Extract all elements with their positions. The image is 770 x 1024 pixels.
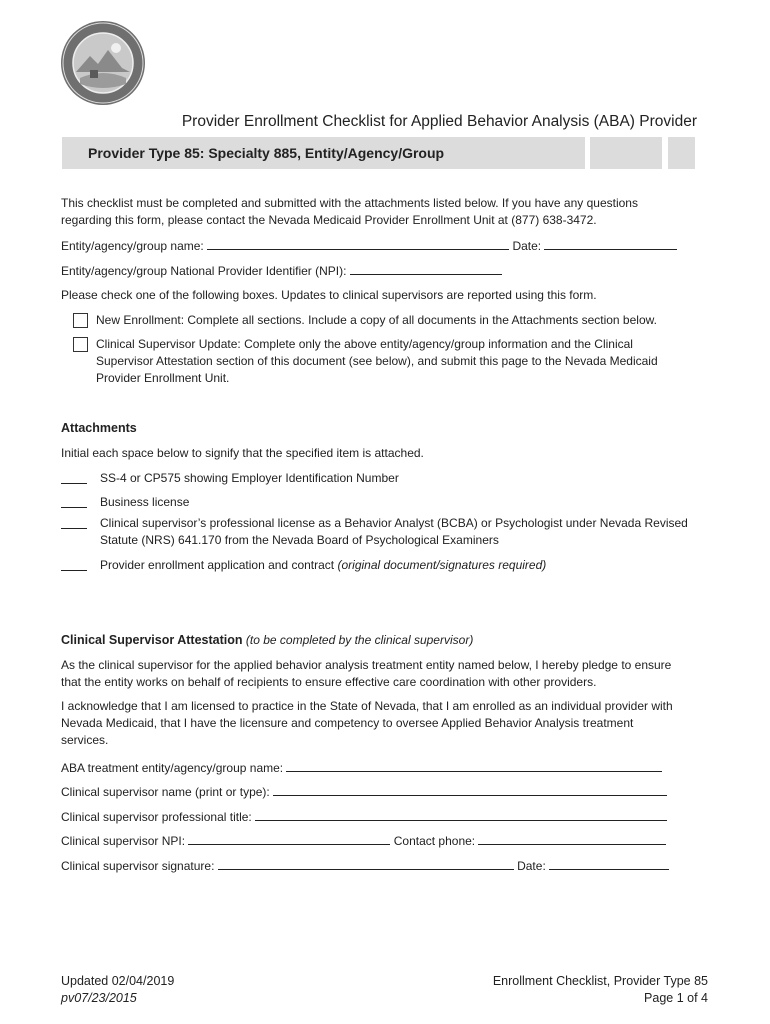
new-enrollment-checkbox[interactable] — [73, 313, 88, 328]
entity-name-label: Entity/agency/group name: — [61, 239, 204, 253]
initial-field-license[interactable] — [61, 495, 87, 508]
contact-phone-label: Contact phone: — [393, 834, 476, 848]
supervisor-update-checkbox[interactable] — [73, 337, 88, 352]
contact-phone-field[interactable] — [478, 832, 666, 845]
supervisor-title-row — [61, 808, 667, 826]
supervisor-update-label: Clinical Supervisor Update: Complete only the above entity/agency/group information and the Clinical — [96, 337, 633, 351]
footer-page: Page 1 of 4 — [644, 991, 708, 1005]
supervisor-update-label: Supervisor Attestation section of this document (see below), and submit this page to the Nevada Medicaid — [96, 354, 658, 368]
supervisor-npi-label: Clinical supervisor NPI: — [61, 834, 186, 848]
nevada-state-seal — [60, 20, 146, 106]
aba-entity-label: ABA treatment entity/agency/group name: — [61, 761, 284, 775]
header-box — [590, 137, 662, 169]
provider-type-label: Provider Type 85: Specialty 885, Entity/Agency/Group — [88, 145, 445, 161]
entity-name-row — [61, 237, 677, 255]
attachment-application-label: Provider enrollment application and contract — [100, 558, 335, 572]
attestation-para: that the entity works on behalf of recipients to ensure effective care coordination with other providers. — [61, 675, 597, 689]
initial-field-application[interactable] — [61, 558, 87, 571]
attestation-para: I acknowledge that I am licensed to practice in the State of Nevada, that I am enrolled as an individual provider with — [61, 699, 673, 713]
signature-field[interactable] — [218, 857, 514, 870]
attestation-para: As the clinical supervisor for the applied behavior analysis treatment entity named below, I hereby pledge to ensure — [61, 658, 672, 672]
intro-line: This checklist must be completed and submitted with the attachments listed below. If you have any questions — [61, 196, 638, 210]
npi-label: Entity/agency/group National Provider Identifier (NPI): — [61, 264, 347, 278]
attachment-license: Business license — [100, 495, 190, 509]
attestation-heading: Clinical Supervisor Attestation — [61, 633, 243, 647]
signature-date-label: Date: — [517, 859, 546, 873]
intro-line: regarding this form, please contact the Nevada Medicaid Provider Enrollment Unit at (877) 638-3472. — [61, 213, 597, 227]
supervisor-title-field[interactable] — [255, 808, 667, 821]
footer-pv: pv07/23/2015 — [61, 991, 137, 1005]
attachment-ss4: SS-4 or CP575 showing Employer Identification Number — [100, 471, 399, 485]
new-enrollment-label: New Enrollment: Complete all sections. Include a copy of all documents in the Attachments section below. — [96, 313, 657, 327]
npi-field[interactable] — [350, 262, 502, 275]
date-field[interactable] — [544, 237, 677, 250]
attachment-professional: Clinical supervisor’s professional license as a Behavior Analyst (BCBA) or Psychologist under Nevada Revised — [100, 516, 688, 530]
initial-field-ss4[interactable] — [61, 471, 87, 484]
signature-row — [61, 857, 669, 875]
attestation-para: Nevada Medicaid, that I have the licensure and competency to oversee Applied Behavior Analysis treatment — [61, 716, 634, 730]
initial-field-professional[interactable] — [61, 516, 87, 529]
attestation-para: services. — [61, 733, 109, 747]
attachment-application — [100, 557, 546, 574]
npi-row — [61, 262, 502, 280]
footer-form-name: Enrollment Checklist, Provider Type 85 — [492, 974, 708, 988]
attestation-heading-row — [61, 632, 473, 649]
aba-entity-row — [61, 759, 662, 777]
entity-name-field[interactable] — [207, 237, 509, 250]
supervisor-name-label: Clinical supervisor name (print or type): — [61, 785, 270, 799]
signature-label: Clinical supervisor signature: — [61, 859, 215, 873]
attachments-heading: Attachments — [61, 421, 137, 435]
provider-type-bar — [62, 137, 585, 169]
aba-entity-field[interactable] — [286, 759, 662, 772]
footer-updated: Updated 02/04/2019 — [61, 974, 175, 988]
attachments-instruction: Initial each space below to signify that the specified item is attached. — [61, 446, 424, 460]
supervisor-update-label: Provider Enrollment Unit. — [96, 371, 230, 385]
supervisor-name-row — [61, 783, 667, 801]
supervisor-npi-row — [61, 832, 666, 850]
supervisor-npi-field[interactable] — [188, 832, 390, 845]
signature-date-field[interactable] — [549, 857, 669, 870]
supervisor-title-label: Clinical supervisor professional title: — [61, 810, 252, 824]
header-box — [668, 137, 695, 169]
attachment-application-note: (original document/signatures required) — [337, 558, 547, 572]
attachment-professional: Statute (NRS) 641.170 from the Nevada Board of Psychological Examiners — [100, 533, 499, 547]
form-title: Provider Enrollment Checklist for Applied Behavior Analysis (ABA) Provider — [181, 113, 697, 130]
supervisor-name-field[interactable] — [273, 783, 667, 796]
date-label: Date: — [512, 239, 542, 253]
check-instruction: Please check one of the following boxes. Updates to clinical supervisors are reported using this form. — [61, 288, 597, 302]
attestation-heading-note: (to be completed by the clinical supervisor) — [245, 633, 474, 647]
